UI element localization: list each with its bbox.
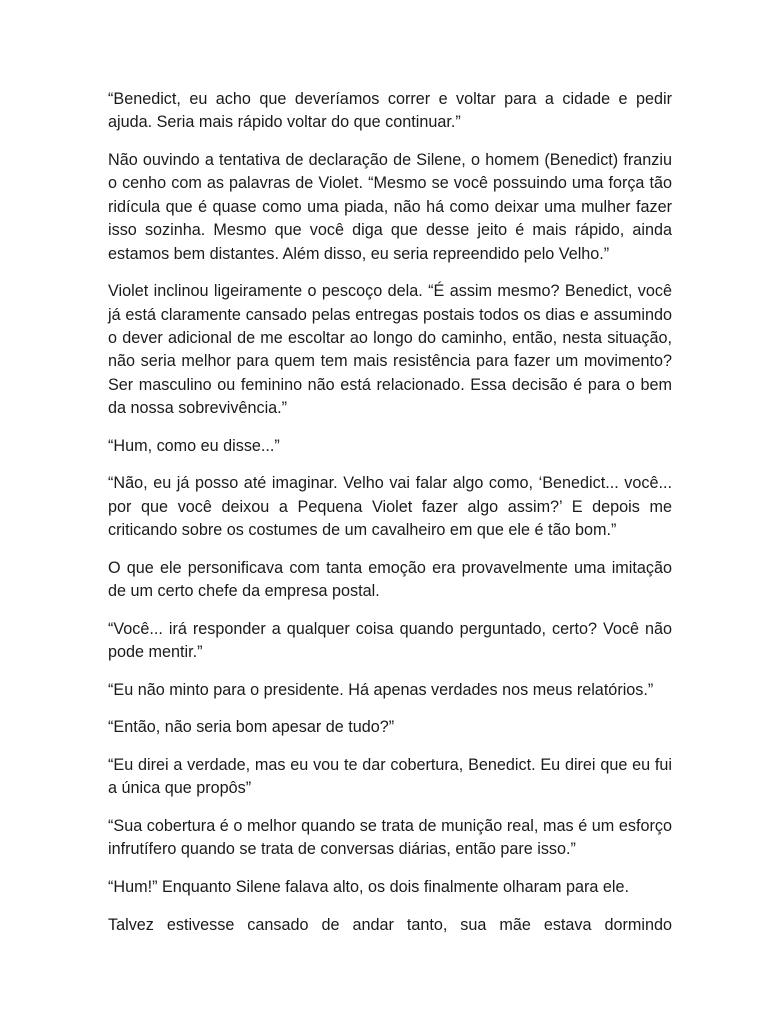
paragraph: “Então, não seria bom apesar de tudo?” (108, 718, 395, 737)
paragraph: O que ele personificava com tanta emoção era provavelmente uma imitação de um certo chefe da empresa postal. (108, 558, 672, 601)
paragraph: “Você... irá responder a qualquer coisa quando perguntado, certo? Você não pode mentir.” (108, 619, 672, 662)
paragraph: Não ouvindo a tentativa de declaração de Silene, o homem (Benedict) franziu o cenho com as palavras de Violet. “Mesmo se você possuindo uma força tão ridícula que é quase como uma piada, não há como deixar uma mulher fazer isso sozinha. Mesmo que você diga que desse jeito é mais rápido, ainda estamos bem distantes. Além disso, eu seria repreendido pelo Velho.” (108, 151, 672, 263)
paragraph: “Não, eu já posso até imaginar. Velho vai falar algo como, ‘Benedict... você... por que você deixou a Pequena Violet fazer algo assim?’ E depois me criticando sobre os costumes de um cavalheiro em que ele é tão bom.” (108, 474, 672, 540)
paragraph: “Benedict, eu acho que deveríamos correr e voltar para a cidade e pedir ajuda. Seria mais rápido voltar do que continuar.” (108, 90, 672, 132)
paragraph: Violet inclinou ligeiramente o pescoço dela. “É assim mesmo? Benedict, você já está claramente cansado pelas entregas postais todos os dias e assumindo o dever adicional de me escoltar ao longo do caminho, então, nesta situação, não seria melhor para quem tem mais resistência para fazer um movimento? Ser masculino ou feminino não está relacionado. Essa decisão é para o bem da nossa sobrevivência.” (108, 282, 672, 418)
paragraph: “Eu direi a verdade, mas eu vou te dar cobertura, Benedict. Eu direi que eu fui a única que propôs” (108, 756, 672, 798)
document-page (108, 88, 672, 951)
paragraph: “Hum, como eu disse...” (108, 436, 280, 455)
paragraph: “Hum!” Enquanto Silene falava alto, os dois finalmente olharam para ele. (108, 878, 629, 897)
paragraph: “Eu não minto para o presidente. Há apenas verdades nos meus relatórios.” (108, 680, 654, 699)
paragraph-truncated: Talvez estivesse cansado de andar tanto, sua mãe estava dormindo (108, 915, 672, 934)
paragraph: “Sua cobertura é o melhor quando se trata de munição real, mas é um esforço infrutífero quando se trata de conversas diárias, então pare isso.” (108, 817, 672, 859)
